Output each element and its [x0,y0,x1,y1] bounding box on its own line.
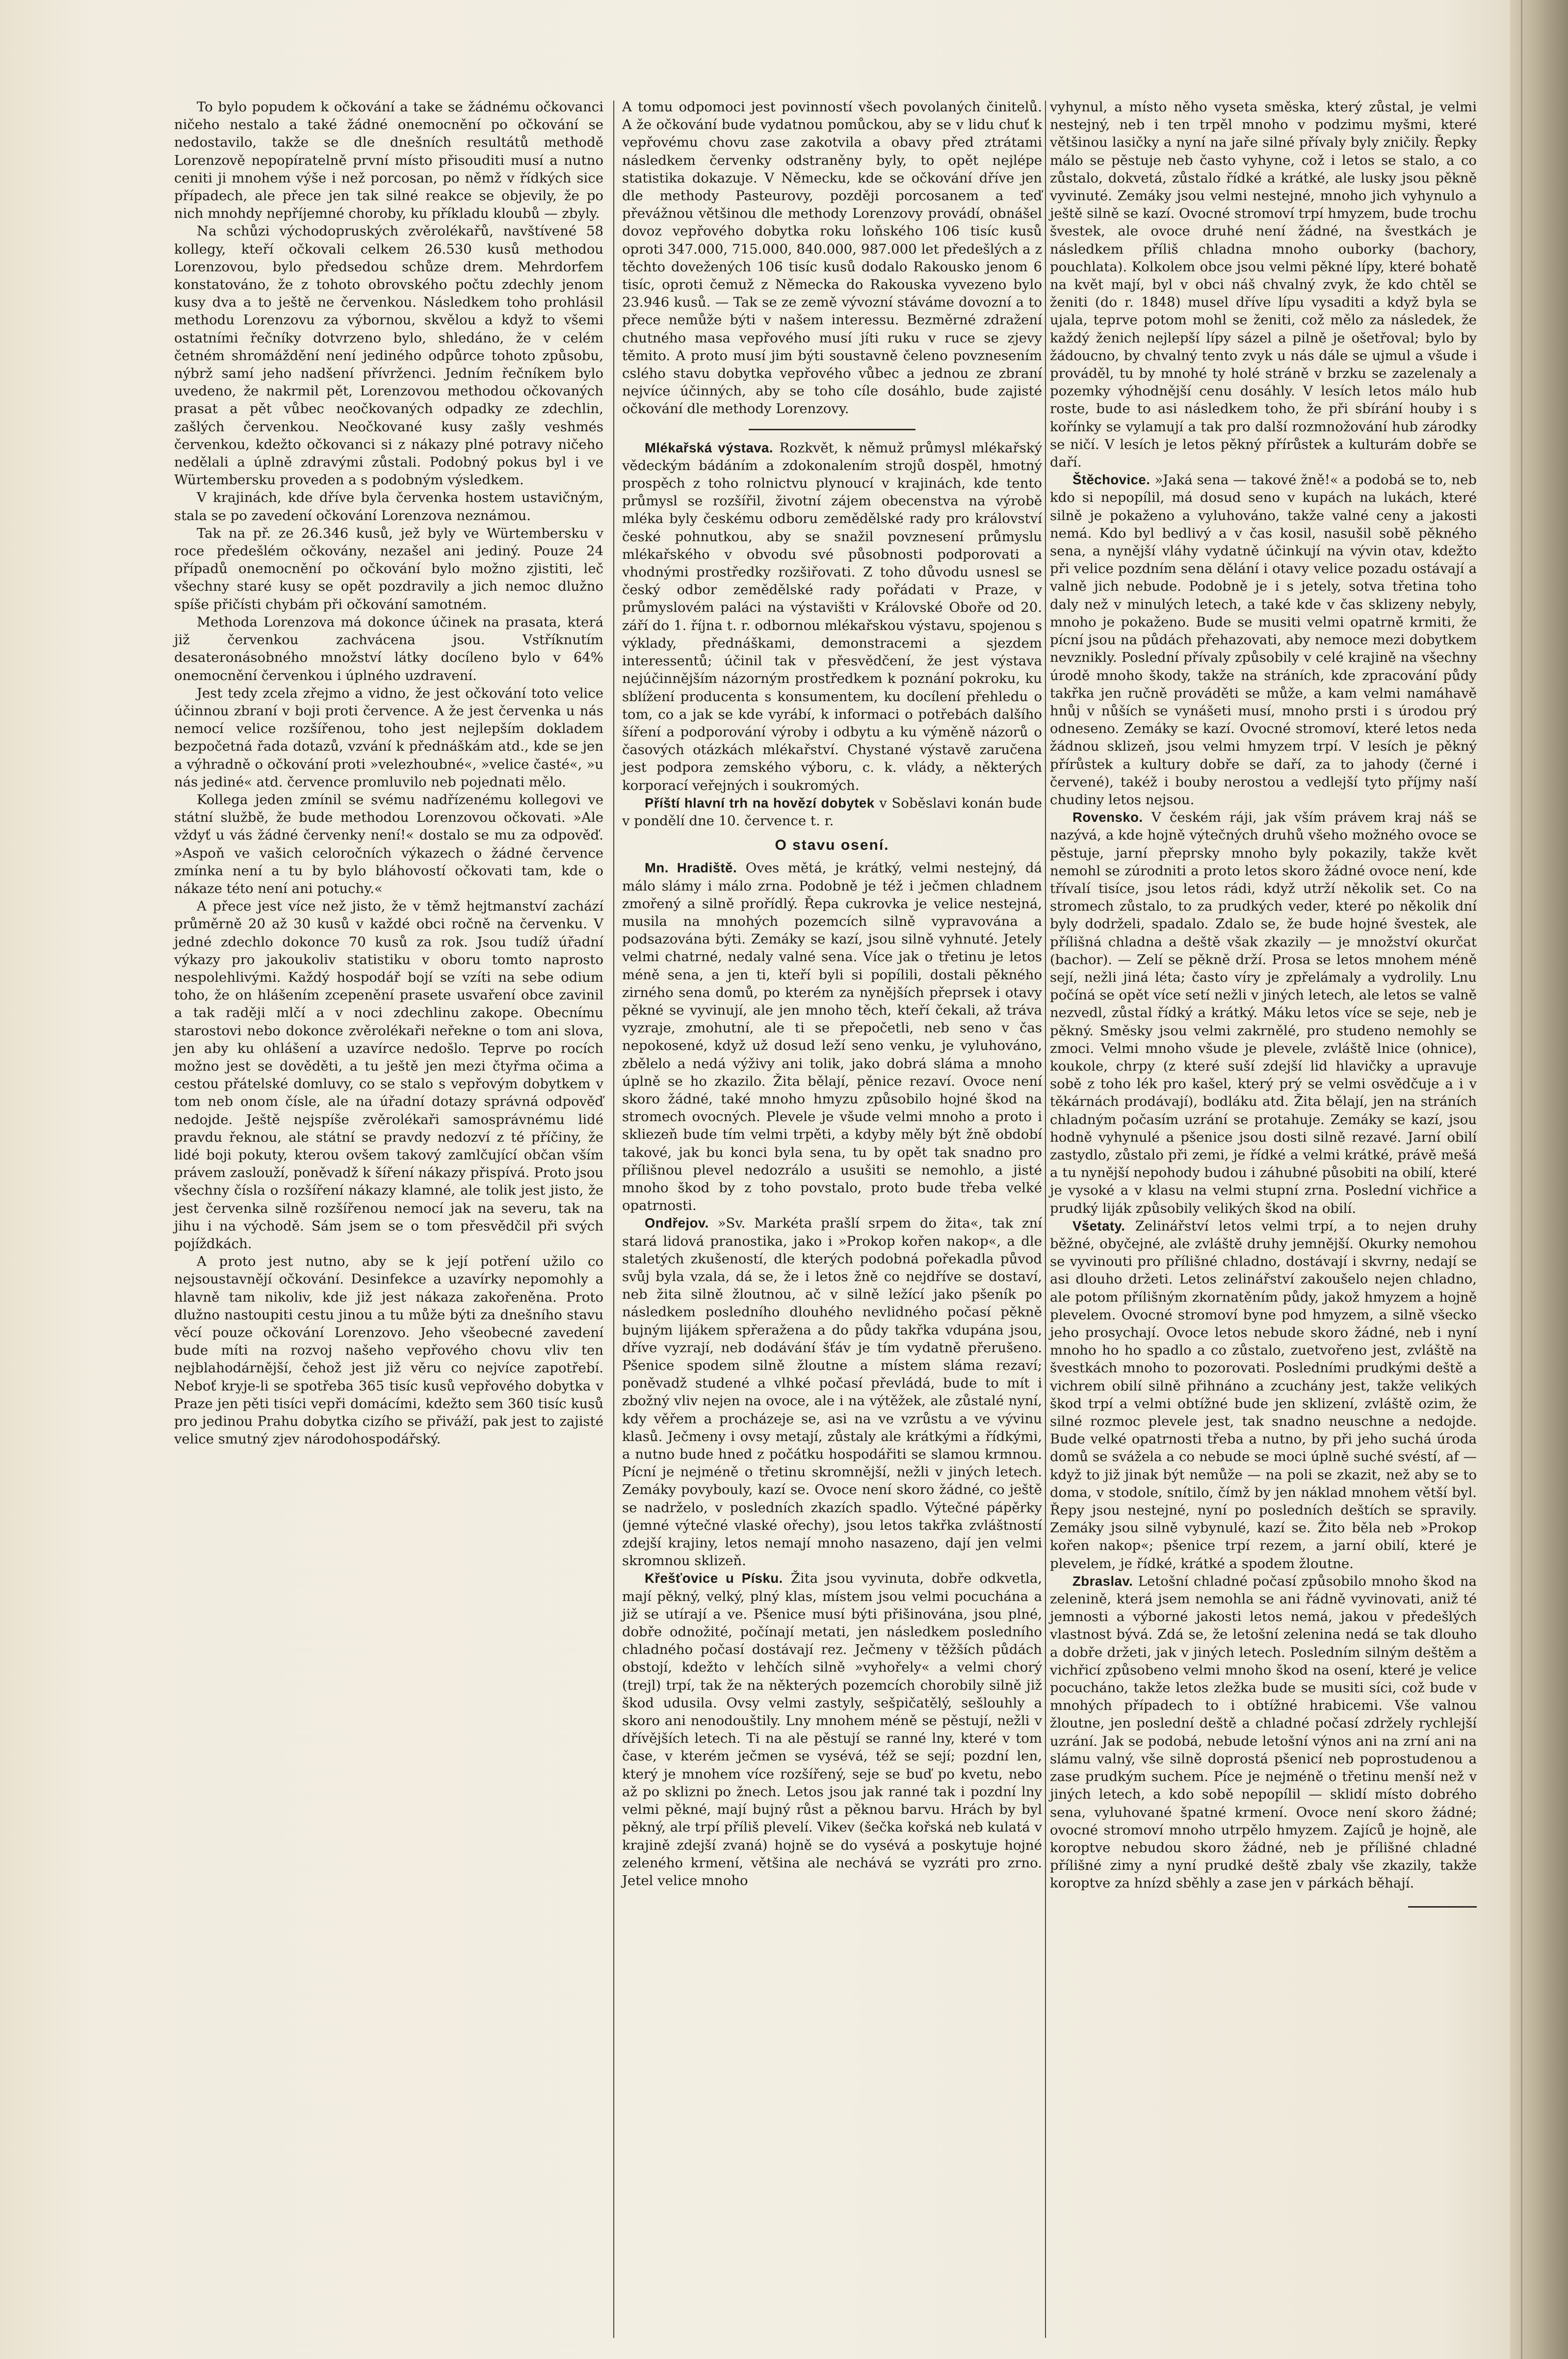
news-text: Rozkvět, k němuž průmysl mlékařský vědeckým bádáním a zdokonalením strojů dospěl, hmotný prospěch z toho rolnictvu plynoucí v krajinách, kde tento průmysl se rozšířil, životní zájem obecenstva na výrobě mléka byly českému odboru zemědělské rady pro království české pohnutkou, aby se snažil povznesení průmyslu mlékařského v obvodu své působnosti podporovati a vhodnými prostředky rozšiřovati. Z toho důvodu usnesl se český odbor zemědělské rady pořádati v Praze, v průmyslovém paláci na výstavišti v Královské Oboře od 20. září do 1. října t. r. odbornou mlékařskou výstavu, spojenou s výklady, přednáškami, demonstracemi a sjezdem interessentů; účinil tak v přesvědčení, že jest výstava nejúčinnějším názorným prostředkem k poznání pokroku, ku sblížení producenta s konsumentem, ku docílení přehledu o tom, co a jak se kde vyrábí, k informaci o potřebách dalšího šíření a podporování výroby i odbytu a ku výměně názorů o časových otázkách mlékařství. Chystané výstavě zaručena jest podpora zemského výboru, c. k. vlády, a některých korporací veřejných i soukromých. [622,440,1043,793]
report-item [622,859,1042,1214]
paragraph: Methoda Lorenzova má dokonce účinek na prasata, která již červenkou zachvácena jsou. Vstříknutím desateronásobného množství látky docíleno bylo v 64% onemocnění červenkou i úplného uzdravení. [174,614,603,683]
paragraph: A proto jest nutno, aby se k její potření užilo co nejsoustavnějí očkování. Desinfekce a uzavírky nepomohly a hlavně tam nikoliv, kde již jest nákaza zakořeněna. Proto dlužno nastoupiti cestu jinou a tu může býti za dnešního stavu věcí pouze očkování Lorenzovo. Jeho všeobecné zavedení bude míti na rozvoj našeho vepřového chovu vliv ten nejblahodárnější, čehož jest již věru co nejvíce zapotřebí. Neboť kryje-li se spotřeba 365 tisíc kusů vepřového dobytka v Praze jen pěti tisíci vepři domácími, kdežto sem 360 tisíc kusů pro jedinou Prahu dobytka cizího se přiváží, pak jest to zajisté velice smutný zjev národohospodářský. [174,1254,603,1447]
report-item [1050,809,1477,1217]
section-divider [749,429,915,430]
news-item [622,794,1042,830]
report-item [1050,1573,1477,1892]
paragraph: Tak na př. ze 26.346 kusů, jež byly ve Würtembersku v roce předešlém očkovány, nezašel ani jediný. Pouze 24 případů onemocnění po očkování bylo možno zjistiti, leč všechny staré kusy se opět pozdravily a jich nemoc dlužno spíše přičísti chybám při očkování samotném. [174,525,603,612]
paragraph: Kollega jeden zmínil se svému nadřízenému kollegovi ve státní službě, že bude methodou Lorenzovou očkovati. »Ale vždyť u vás žádné červenky není!« dostalo se mu za odpověď. »Aspoň ve vašich celoročních výkazech o žádné července zmínka není a tu by bylo bláhovostí očkovati tam, kde o nákaze této není ani potuchy.« [174,791,603,896]
paragraph: vyhynul, a místo něho vyseta směska, který zůstal, je velmi nestejný, neb i ten trpěl mnoho v podzimu myšmi, které většinou lasičky a nyní na jaře silné přívaly byly zničily. Řepky málo se pěstuje neb často vyhyne, což i letos se stalo, a co zůstalo, dokvetá, zůstalo řídké a krátké, ale lusky jsou pěkně vyvinuté. Zemáky jsou velmi nestejné, mnoho jich vyhynulo a ještě silně se kazí. Ovocné stromoví trpí hmyzem, bude trochu švestek, ale ovoce druhé není žádné, na švestkách je následkem příliš chladna mnoho ouborky (bachory, pouchlata). Kolkolem obce jsou velmi pěkné lípy, které bohatě na květ mají, byl v obci náš chvalný zvyk, že kdo chtěl se ženiti (do r. 1848) musel dříve lípu vysaditi a když byla se ujala, teprve potom mohl se ženiti, což mělo za následek, že každý ženich nejlepší lípy sázel a pilně je ošetřoval; bylo by žádoucno, by chvalný tento zvyk u nás dále se ujmul a všude i prováděl, tu by mnohé ty holé stráně v brzku se zazelenaly a pozemky výhodnější cenu dosáhly. V lesích letos málo hub roste, bude to asi následkem toho, že při sbírání houby i s kořínky se vylamují a tak pro další rozmnožování hub zárodky se ničí. V lesích je letos pěkný přírůstek a kulturám dobře se daří. [1050,99,1477,471]
column-3 [1050,98,1477,1908]
report-text: Žita jsou vyvinuta, dobře odkvetla, mají pěkný, velký, plný klas, místem jsou velmi pocuchána a již se utírají a ve. Pšenice musí býti přišinována, jsou plné, dobře odnožité, počínají metati, jen následkem posledního chladného počasí dostávají rez. Ječmeny v těžších půdách obstojí, kdežto v lehčích silně »vyhořely« a velmi chorý (trejl) trpí, tak že na některých pozemcích chorobily silně již škod udusila. Ovsy velmi zastyly, sešpičatělý, sešlouhly a skoro ani nenodouštily. Lny mnohem méně se pěstují, nežli v dřívějších letech. Ti na ale pěstují se ranné lny, které v tom čase, v kterém ječmen se vysévá, též se sejí; pozdní len, který je mnohem více rozšířený, seje se buď po kvetu, nebo až po sklizni po žnech. Letos jsou jak ranné tak i pozdní lny velmi pěkné, mají bujný růst a pěknou barvu. Hrách by byl pěkný, ale trpí příliš plevelí. Vikev (šečka kořská neb kulatá v krajině zdejší zvaná) hojně se do vysévá a poskytuje hojné zeleného krmení, většina ale nechává se vyzráti pro zrno. Jetel velice mnoho [622,1571,1042,1888]
report-item [622,1214,1042,1570]
section-title: O stavu osení. [775,837,889,854]
report-text: Oves mětá, je krátký, velmi nestejný, dá málo slámy i málo zrna. Podobně je též i ječmen chladnem zmořený a silně prořídlý. Řepa cukrovka je velice nestejná, musila na mnohých pozemcích silně vypravována a podsazována býti. Zemáky se kazí, jsou silně vyhnuté. Jetely velmi chatrné, nedaly valné sena. Více jak o třetinu je letos méně sena, a jen ti, kteří byli si popílili, dostali pěkného zirného sena domů, po kterém za nynějších přeprsek i otavy pěkné se vyvinují, ale jen mnoho těch, kteří čekali, až tráva vyzraje, zmohutní, ale ti se přepočetli, neb seno v čas nepokosené, když už dosud leží seno venku, je vyluhováno, zbělelo a nedá výživy ani tolik, jako dobrá sláma a mnoho úplně se ho zkazilo. Žita bělají, pěnice rezaví. Ovoce není skoro žádné, také mnoho hmyzu způsobilo hojné škod na stromech ovocných. Plevele je všude velmi mnoho a proto i skliezeň bude tím velmi trpěti, a kdyby měly být žně období takové, jak bu konci byla sena, tu by opět tak snadno pro přílišnou plevel nedozrálo a usušiti se nemohlo, a jisté mnoho škod by z toho povstalo, proto bude třeba velké opatrnosti. [622,860,1042,1214]
end-divider [1408,1906,1477,1908]
report-place: Ondřejov. [645,1215,709,1231]
page-fold-edge [1510,0,1568,2359]
report-item [1050,471,1477,809]
news-lead: Příští hlavní trh na hovězí dobytek [645,795,875,811]
report-place: Všetaty. [1072,1218,1125,1233]
report-item [622,1570,1042,1889]
paragraph: Na schůzi východopruských zvěrolékařů, navštívené 58 kollegy, kteří očkovali celkem 26.530 kusů methodou Lorenzovou, bylo předsedou schůze drem. Mehrdorfem konstatováno, že z tohoto obrovského počtu zdechly jenom kusy dva a to ještě ne červenkou. Následkem toho prohlásil methodu Lorenzovu za výbornou, skvělou a když to všemi ostatními řečníky dotvrzeno bylo, shledáno, že v celém četném shromáždění není jediného odpůrce tohoto způsobu, nýbrž samí jeho nadšení přívrženci. Jedním řečníkem bylo uvedeno, že nakrmil pět, Lorenzovou methodou očkovaných prasat a pět vůbec neočkovaných odpadky ze zdechlin, zašlých červenkou. Neočkované kusy zašly veshmés červenkou, kdežto očkovanci si z nákazy plné potravy ničeho nedělali a úplně zdravými zůstali. Podobný pokus byl i ve Würtembersku proveden a s podobným výsledkem. [174,223,603,488]
paragraph: A přece jest více než jisto, že v těmž hejtmanství zachází průměrně 20 až 30 kusů v každé obci ročně na červenku. V jedné zdechlo dokonce 70 kusů za rok. Jsou tudíž úřadní výkazy pro jakoukoliv statistiku v oboru tomto naprosto nespolehlivými. Každý hospodář bojí se vzíti na sebe odium toho, že on hlášením zcepenění prasete usvaření obce zavinil a tak raději mlčí a v noci zdechlinu zakope. Obecnímu starostovi nebo dokonce zvěrolékaři neřekne o tom ani slova, jen aby ku ohlášení a uzavírce nedošlo. Teprve po rocích možno jest se dověděti, a tu ještě jen mezi čtyřma očima a cestou přátelské domluvy, co se stalo s vepřovým dobytkem v tom neb onom čísle, ale na úřadní dotazy správná odpověď nedojde. Ještě nejspíše zvěrolékaři samosprávnému lidé pravdu řeknou, ale státní se pravdy nedozví z té příčiny, že lidé boji pokuty, kterou ovšem takový zamlčující občan vším právem zaslouží, poněvadž k šíření nákazy přispívá. Proto jsou všechny čísla o rozšíření nákazy klamné, ale tolik jest jisto, že jest červenka silně rozšířenou nemocí jak na severu, tak na jihu i na východě. Sám jsem se o tom přesvědčil při svých pojíždkách. [174,898,603,1252]
column-rule-2 [1045,101,1046,2338]
report-place: Mn. Hradiště. [645,860,737,876]
report-text: »Jaká sena — takové žně!« a podobá se to, neb kdo si nepopílil, má dosud seno v kupách na lukách, které silně je pokaženo a vyluhováno, takže valné ceny a jakosti nemá. Kdo byl bedlivý a v čas kosil, nasušil sobě pěkného sena, a nynější vláhy vydatně účinkují na vývin otav, kdežto při velice pozdním sena dělání i otavy velice pozadu ostávají a valně jich nebude. Podobně je i s jetely, sotva třetina toho daly než v minulých letech, a také kde v čas sklizeny nebyly, mnoho je pokaženo. Bude se musiti velmi opatrně krmiti, že pícní jsou na půdách přehazovati, aby nemoce mezi dobytkem nevznikly. Poslední přívaly způsobily v celé krajině na všechny úrodě mnoho škody, takže na stráních, kde zpracování půdy takřka jen ručně prováděti se může, a kam velmi namáhavě hnůj v nůších se vynášeti musí, mnoho prsti i s úrodou prý odneseno. Zemáky se kazí. Ovocné stromoví, které letos neda žádnou sklizeň, jsou velmi hmyzem trpí. V lesích je pěkný přírůstek a kultury dobře se daří, za to jahody (černé i červené), takéž i bouby nerostou a vedlejší tyto příjmy naší chudiny letos nejsou. [1050,472,1477,808]
report-place: Křešťovice u Písku. [645,1571,783,1586]
paragraph: V krajinách, kde dříve byla červenka hostem ustavičným, stala se po zavedení očkování Lorenzova neznámou. [174,490,603,524]
report-place: Štěchovice. [1072,472,1150,488]
paragraph: To bylo popudem k očkování a take se žádnému očkovanci ničeho nestalo a také žádné onemocnění po očkování se nedostavilo, takže se dle dnešních resultátů methodě Lorenzově nepopíratelně první místo přisouditi musí a nutno ceniti ji mnohem výše i než porcosan, po němž v řídkých sice případech, ale přece jen tak silné reakce se objevily, že po nich mnohdy nepříjemné choroby, ku příkladu kloubů — zbyly. [174,99,603,222]
report-item [1050,1217,1477,1573]
column-2 [622,98,1042,1889]
news-lead: Mlékařská výstava. [645,440,773,455]
column-rule-1 [613,101,614,2338]
report-text: V českém ráji, jak vším právem kraj náš se nazývá, a kde hojně výtečných druhů všeho možného ovoce se pěstuje, jarní přeprsky mnoho byly pokazily, takže květ nemohl se zúrodniti a proto letos skoro žádné ovoce není, kde třívalí tisíce, jsou letos rádi, když utrží několik set. Co na stromech zůstalo, to za prudkých veder, které po několik dní byly dodrželi, spadalo. Zdalo se, že bude hojné švestek, ale přílišná chladna a deště však zkazily — je množství okurčat (bachor). — Zelí se pěkně drží. Prosa se letos mnohem méně sejí, nežli jiná léta; často víry je zpřelámaly a vydrolily. Lnu počíná se opět více setí nežli v jiných letech, ale letos se valně nezvedl, zůstal řídký a krátký. Máku letos více se seje, neb je pěkný. Směsky jsou velmi zakrnělé, pro studeno nemohly se zmoci. Velmi mnoho všude je plevele, zvláště lnice (ohnice), koukole, chrpy (z které suší zdejší lid hlavičky a upravuje sobě z toho lék pro kašel, který prý se velmi osvědčuje a i v těkárnách prodávají), bodláku atd. Žita bělají, jen na stráních chladným počasím uzrání se protahuje. Zemáky se kazí, jsou hodně vyhynulé a pšenice jsou dosti silně rezavé. Jarní obilí zastydlo, zůstalo při zemi, je řídké a velmi krátké, právě mešá a tu nynější nepohody budou i záhubné působiti na obilí, které je vysoké a v klasu na velmi stupní zrna. Poslední vichřice a prudký liják způsobily velikých škod na obilí. [1050,810,1477,1216]
column-1 [174,98,603,1448]
report-text: »Sv. Markéta prašlí srpem do žita«, tak zní stará lidová pranostika, jako i »Prokop kořen nakop«, a dle staletých zkušeností, dle kterých podobná pořekadla původ svůj byla vzala, dá se, že i letos žně co nejdříve se dostaví, neb žita silně žloutnou, ač v silně ležící jako pšeník po následkem posledního dlouhého nevlidného počasí pěkně bujným lijákem spřeražena a do půdy takřka vdupána jsou, dříve vyzrají, neb dodávání šťáv je tím vydatně přerušeno. Pšenice spodem silně žloutne a místem sláma rezaví; poněvadž studené a vlhké počasí převládá, bude to mít i zbožný vliv nejen na ovoce, ale i na výtěžek, ale zůstalé nyní, kdy věřem a procházeje se, asi na ve vzrůstu a ve vývinu klasů. Ječmeny i ovsy metají, zůstaly ale krátkými a řídkými, a nutno bude hned z počátku hospodářiti se slamou krmnou. Pícní je nejméně o třetinu skromnější, nežli v jiných letech. Zemáky povybouly, kazí se. Ovoce není skoro žádné, co ještě se nadrželo, v posledních zkazích spadlo. Výtečné pápěrky (jemné výtečné vlaské ořechy), jsou letos takřka zvláštností zdejší krajiny, letos nemají mnoho nasazeno, dají jen velmi skromnou sklizeň. [622,1215,1043,1569]
news-item [622,439,1042,794]
report-text: Letošní chladné počasí způsobilo mnoho škod na zelenině, která jsem nemohla se ani řádně vyvinovati, aniž té jemnosti a výborné jakosti letos nemá, jakou v předešlých vlastnost bývá. Zdá se, že letošní zelenina nedá se tak dlouho a dobře držeti, jak v jiných letech. Posledním silným deštěm a vichřicí způsobeno velmi mnoho škod na osení, které je velice pocucháno, takže letos zležka bude se musiti síci, což bude v mnohých případech to i obtížné hrabicemi. Vše valnou žloutne, jen poslední deště a chladné počasí zdržely rychlejší uzrání. Jak se podobá, nebude letošní výnos ani na zrní ani na slámu valný, vše silně doprostá pšenicí neb poprostudenou a zase prudkým suchem. Píce je nejméně o třetinu menší než v jiných letech, a kdo sobě nepopílil — sklidí místo dobrého sena, vyluhované špatné krmení. Ovoce není skoro žádné; ovocné stromoví mnoho utrpělo hmyzem. Zajíců je hojně, ale koroptve nebudou skoro žádné, neb je přílišné chladné přílišné zimy a nyní prudké deště zbaly vše zkazily, takže koroptve za hnízd sběhly a zase jen v párkách běhají. [1050,1573,1477,1891]
paragraph: A tomu odpomoci jest povinností všech povolaných činitelů. A že očkování bude vydatnou pomůckou, aby se v lidu chuť k vepřovému chovu zase zakotvila a obavy před ztrátami následkem červenky odstraněny byly, to opět nejlépe statistika dokazuje. V Německu, kde se očkování dříve jen dle methody Pasteurovy, později porcosanem a teď převážnou většinou dle methody Lorenzovy provádí, obnášel dovoz vepřového dobytka roku loňského 106 tisíc kusů oproti 347.000, 715.000, 840.000, 987.000 let předešlých a z těchto dovežených 106 tisíc kusů dodalo Rakousko jenom 6 tisíc, oproti čemuž z Německa do Rakouska vyvezeno bylo 23.946 kusů. — Tak se ze země vývozní stáváme dovozní a to přece nemůže býti v našem interessu. Bezměrné zdražení chutného masa vepřového musí jíti ruku v ruce se zjevy těmito. A proto musí jim býti soustavně čeleno povznesením cslého stavu dobytka vepřového vůbec a jednou ze zbraní nejvíce účinných, aby se toho cíle dosáhlo, bude zajisté očkování dle methody Lorenzovy. [622,99,1042,417]
paragraph: Jest tedy zcela zřejmo a vidno, že jest očkování toto velice účinnou zbraní v boji proti července. A že jest červenka u nás nemocí velice rozšířenou, toho jest nejlepším dokladem bezpočetná řada dotazů, vzvání k přednáškám atd., kde se jen a výhradně o očkování proti »velezhoubné«, »velice časté«, »u nás jediné« atd. července promluvilo neb pojednati mělo. [174,685,603,790]
report-text: Zelinářství letos velmi trpí, a to nejen druhy běžné, obyčejné, ale zvláště druhy jemnější. Okurky nemohou se vyvinouti pro přílišné chladno, dostávají i skvrny, nedají se asi dlouho držeti. Letos zelinářství zakoušelo nejen chladno, ale potom přílišným zkornatěním půdy, jakož hmyzem a hojně plevelem. Ovocné stromoví byne pod hmyzem, a silně všecko jeho prosychají. Ovoce letos nebude skoro žádné, neb i nyní mnoho ho ho spadlo a co zůstalo, zuetvořeno jest, zvláště na švestkách mnoho to pozorovati. Posledními prudkými deště a vichrem obilí silně přihnáno a zcuchány jest, takže velikých škod trpí a velmi obtížné bude jen sklizení, zvláště ozim, že silné rozmoc plevele jest, tak snadno neuschne a nedojde. Bude velké opatrnosti třeba a nutno, by při jeho suchá úroda domů se svážela a co nebude se moci úplně suché svéstí, af — když to již jinak být nemůže — na poli se zkazit, než aby se to doma, v stodole, snítilo, čímž by jen náklad mnohem větší byl. Řepy jsou nestejné, nyní po posledních deštích se spravily. Zemáky jsou silně vybynulé, kazí se. Žito běla neb »Prokop kořen nakop«; pšenice trpí rezem, a jarní obilí, které je plevelem, je řídké, krátké a spodem žloutne. [1050,1218,1477,1572]
news-text: v Soběslavi konán bude v pondělí dne 10. července t. r. [622,795,1042,829]
report-place: Rovensko. [1072,810,1143,825]
report-place: Zbraslav. [1072,1573,1133,1589]
